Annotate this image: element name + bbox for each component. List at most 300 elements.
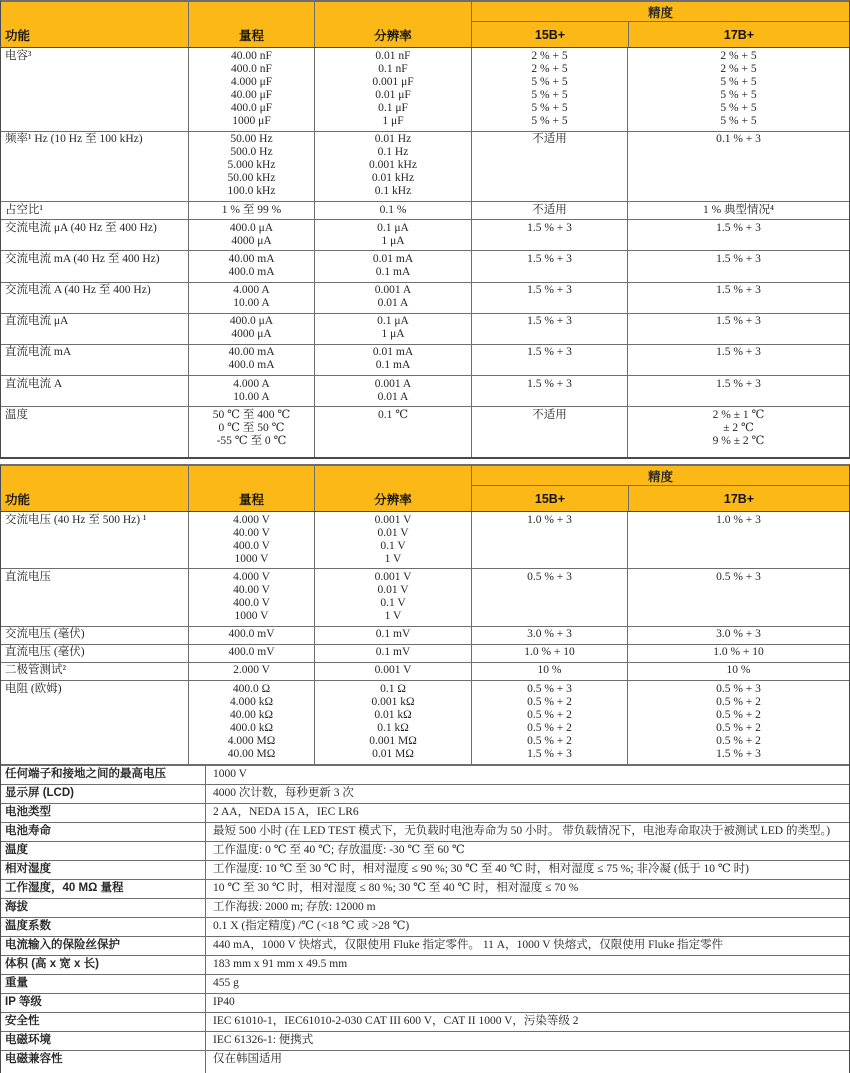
value-line: ± 2 ℃ (723, 421, 754, 434)
header-function-label: 功能 (5, 493, 31, 508)
accuracy-17b-cell (627, 220, 849, 250)
resolution-cell (314, 132, 471, 201)
header-function-label: 功能 (5, 29, 31, 43)
value-line: 40.00 V (233, 584, 270, 596)
accuracy-15b-cell (471, 251, 627, 281)
value-line: 0.1 nF (378, 62, 408, 75)
value-line: 50.00 Hz (230, 133, 273, 146)
header-function (1, 2, 188, 47)
function-cell: 交流电流 mA (40 Hz 至 400 Hz) (5, 252, 160, 265)
accuracy-17b-cell (627, 202, 849, 219)
value-line: 0.001 V (374, 513, 412, 526)
general-spec-row (1, 1032, 849, 1051)
value-line: 1.5 % + 3 (716, 252, 761, 265)
resolution-cell (314, 314, 471, 344)
spec-row (1, 569, 849, 626)
spec-value: IEC 61326-1: 便携式 (213, 1033, 314, 1046)
function-cell: 电容³ (5, 49, 32, 62)
value-line: 0.5 % + 2 (716, 708, 761, 721)
value-line: 0.1 mA (375, 359, 411, 372)
value-line: 0.5 % + 2 (527, 734, 572, 747)
function-cell: 占空比¹ (5, 203, 43, 216)
header-accuracy-label: 精度 (647, 5, 673, 20)
spec-value: 仅在韩国适用 (213, 1052, 282, 1065)
resolution-cell (314, 645, 471, 662)
value-line: 1 V (384, 552, 402, 565)
value-line: 0.1 mV (375, 628, 411, 641)
value-line: 0.001 V (374, 664, 412, 677)
spec-row (1, 314, 849, 345)
value-line: 0.1 μF (378, 101, 408, 114)
accuracy-17b-cell (627, 376, 849, 406)
spec-table-1-body (1, 48, 849, 457)
value-line: 0.01 kΩ (374, 708, 412, 721)
value-line: 1.5 % + 3 (716, 346, 761, 359)
value-line: 不适用 (532, 408, 567, 421)
accuracy-15b-cell (471, 283, 627, 313)
header-resolution-label: 分辨率 (374, 493, 412, 508)
value-line: 0.01 Hz (374, 133, 412, 146)
general-spec-row (1, 880, 849, 899)
value-line: 5 % + 5 (720, 101, 757, 114)
function-cell: 温度 (5, 408, 28, 421)
header-resolution-label: 分辨率 (374, 29, 412, 43)
value-line: 0.5 % + 2 (716, 734, 761, 747)
value-line: 2 % ± 1 ℃ (712, 408, 765, 421)
general-spec-row (1, 937, 849, 956)
value-line: 2 % + 5 (720, 62, 757, 75)
value-line: 0.5 % + 3 (527, 570, 572, 583)
value-line: 50 ℃ 至 400 ℃ (212, 408, 291, 421)
value-line: 4.000 A (233, 377, 270, 390)
range-cell (188, 376, 314, 406)
spec-table-2-header (1, 466, 849, 512)
accuracy-17b-cell (627, 681, 849, 764)
general-spec-row (1, 1013, 849, 1032)
value-line: 1.0 % + 3 (716, 513, 761, 526)
range-cell (188, 681, 314, 764)
value-line: 0.01 A (377, 297, 409, 310)
value-line: 400.0 mV (228, 646, 275, 659)
value-line: 400.0 μA (229, 221, 274, 234)
value-line: 5 % + 5 (531, 75, 568, 88)
function-cell: 交流电压 (毫伏) (5, 628, 85, 641)
value-line: 1000 V (234, 610, 269, 623)
general-spec-row (1, 956, 849, 975)
value-line: 1.5 % + 3 (716, 284, 761, 296)
value-line: 1 % 至 99 % (221, 203, 282, 216)
spec-row (1, 407, 849, 457)
range-cell (188, 202, 314, 219)
value-line: 40.00 μF (230, 88, 273, 101)
value-line: 4.000 A (233, 284, 270, 296)
accuracy-15b-cell (471, 220, 627, 250)
spec-row (1, 681, 849, 764)
value-line: 0 ℃ 至 50 ℃ (218, 421, 285, 434)
resolution-cell (314, 569, 471, 625)
value-line: 0.5 % + 2 (716, 695, 761, 708)
header-accuracy-group (471, 2, 849, 47)
value-line: 40.00 kΩ (229, 708, 274, 721)
value-line: 0.001 kHz (369, 159, 417, 172)
header-model-17b (628, 22, 849, 47)
resolution-cell (314, 220, 471, 250)
function-cell: 电阻 (欧姆) (5, 682, 62, 695)
resolution-cell (314, 48, 471, 131)
accuracy-15b-cell (471, 376, 627, 406)
value-line: 0.1 % + 3 (716, 133, 761, 146)
value-line: 40.00 nF (231, 49, 272, 62)
header-range (188, 466, 314, 511)
spec-row (1, 202, 849, 220)
accuracy-15b-cell (471, 314, 627, 344)
spec-row (1, 48, 849, 132)
value-line: 1.5 % + 3 (527, 284, 572, 296)
value-line: 1.5 % + 3 (716, 748, 761, 761)
value-line: 不适用 (532, 133, 567, 146)
resolution-cell (314, 681, 471, 764)
accuracy-17b-cell (627, 407, 849, 457)
value-line: 0.1 kΩ (377, 721, 409, 734)
value-line: 0.01 nF (375, 49, 411, 62)
value-line: 1.5 % + 3 (527, 748, 572, 761)
range-cell (188, 663, 314, 680)
function-cell: 交流电流 μA (40 Hz 至 400 Hz) (5, 221, 157, 234)
accuracy-17b-cell (627, 345, 849, 375)
value-line: 0.1 Hz (377, 146, 409, 159)
general-spec-row (1, 785, 849, 804)
general-spec-list (1, 764, 849, 1073)
header-models (472, 486, 849, 511)
accuracy-15b-cell (471, 132, 627, 201)
value-line: 0.1 μA (377, 315, 409, 328)
spec-key: 相对湿度 (1, 861, 206, 879)
value-line: 1000 μF (232, 114, 271, 127)
value-line: 4.000 kΩ (229, 695, 274, 708)
function-cell: 交流电流 A (40 Hz 至 400 Hz) (5, 284, 151, 296)
header-model-15b (472, 22, 628, 47)
resolution-cell (314, 376, 471, 406)
range-cell (188, 645, 314, 662)
accuracy-17b-cell (627, 645, 849, 662)
accuracy-15b-cell (471, 345, 627, 375)
value-line: 400.0 Ω (232, 682, 271, 695)
value-line: 1.0 % + 10 (713, 646, 764, 659)
value-line: 5.000 kHz (227, 159, 276, 172)
resolution-cell (314, 251, 471, 281)
header-model-17b-label: 17B+ (723, 27, 755, 42)
accuracy-15b-cell (471, 48, 627, 131)
value-line: 5 % + 5 (531, 88, 568, 101)
value-line: 400.0 μF (230, 101, 273, 114)
value-line: 5 % + 5 (720, 114, 757, 127)
value-line: 5 % + 5 (531, 101, 568, 114)
spec-value: 440 mA，1000 V 快熔式，仅限使用 Fluke 指定零件。 11 A，1000 V 快熔式，仅限使用 Fluke 指定零件 (213, 938, 724, 951)
value-line: 400.0 mA (228, 359, 275, 372)
value-line: 0.01 V (377, 584, 409, 596)
spec-row (1, 627, 849, 645)
value-line: 0.001 A (374, 377, 412, 390)
value-line: 400.0 μA (229, 315, 274, 328)
value-line: 0.5 % + 2 (527, 695, 572, 708)
value-line: 0.01 A (377, 390, 409, 403)
value-line: 1 μF (382, 114, 404, 127)
value-line: 0.5 % + 3 (527, 682, 572, 695)
accuracy-15b-cell (471, 407, 627, 457)
accuracy-15b-cell (471, 681, 627, 764)
accuracy-15b-cell (471, 663, 627, 680)
value-line: 40.00 MΩ (227, 748, 276, 761)
value-line: 5 % + 5 (720, 75, 757, 88)
accuracy-17b-cell (627, 627, 849, 644)
value-line: 1 V (384, 610, 402, 623)
value-line: 400.0 V (233, 539, 270, 552)
value-line: 4.000 V (233, 513, 270, 526)
value-line: 1.5 % + 3 (527, 377, 572, 390)
spec-key: 任何端子和接地之间的最高电压 (1, 766, 206, 784)
value-line: 10.00 A (233, 297, 270, 310)
spec-row (1, 220, 849, 251)
spec-value: 工作湿度: 10 ℃ 至 30 ℃ 时，相对湿度 ≤ 90 %; 30 ℃ 至 40 ℃ 时，相对湿度 ≤ 75 %; 非冷凝 (低于 10 ℃ 时) (213, 862, 749, 875)
value-line: 0.1 V (380, 597, 406, 610)
accuracy-15b-cell (471, 202, 627, 219)
accuracy-17b-cell (627, 251, 849, 281)
header-model-17b-label: 17B+ (723, 491, 755, 506)
value-line: 1 μA (381, 234, 405, 247)
accuracy-15b-cell (471, 645, 627, 662)
value-line: 1.5 % + 3 (527, 315, 572, 328)
spec-key: 电池类型 (1, 804, 206, 822)
value-line: 0.001 A (374, 284, 412, 296)
spec-value: 2 AA，NEDA 15 A，IEC LR6 (213, 805, 359, 818)
general-spec-row (1, 994, 849, 1013)
accuracy-17b-cell (627, 569, 849, 625)
header-resolution (314, 2, 471, 47)
spec-row (1, 645, 849, 663)
value-line: 40.00 mA (228, 346, 275, 359)
value-line: 400.0 kΩ (229, 721, 274, 734)
value-line: 0.001 MΩ (369, 734, 417, 747)
value-line: 0.001 kΩ (371, 695, 415, 708)
value-line: 0.01 mA (372, 346, 414, 359)
spec-row (1, 663, 849, 681)
range-cell (188, 627, 314, 644)
range-cell (188, 48, 314, 131)
function-cell: 二极管测试² (5, 664, 66, 677)
spec-key: 显示屏 (LCD) (1, 785, 206, 803)
range-cell (188, 251, 314, 281)
header-accuracy (472, 466, 849, 486)
value-line: 0.01 V (377, 526, 409, 539)
value-line: 1.5 % + 3 (527, 346, 572, 359)
value-line: 0.5 % + 2 (527, 721, 572, 734)
range-cell (188, 220, 314, 250)
spec-key: IP 等级 (1, 994, 206, 1012)
value-line: 400.0 V (233, 597, 270, 610)
spec-key: 温度系数 (1, 918, 206, 936)
accuracy-17b-cell (627, 48, 849, 131)
resolution-cell (314, 345, 471, 375)
header-resolution (314, 466, 471, 511)
spec-value: 工作海拔: 2000 m; 存放: 12000 m (213, 900, 376, 913)
spec-row (1, 283, 849, 314)
function-cell: 直流电流 mA (5, 346, 72, 359)
value-line: 1.5 % + 3 (527, 252, 572, 265)
spec-value: 最短 500 小时 (在 LED TEST 模式下，无负载时电池寿命为 50 小时。 带负载情况下，电池寿命取决于被测试 LED 的类型。) (213, 824, 831, 837)
value-line: 0.5 % + 2 (716, 721, 761, 734)
value-line: 0.5 % + 2 (527, 708, 572, 721)
general-spec-row (1, 899, 849, 918)
value-line: 0.01 mA (372, 252, 414, 265)
spec-key: 安全性 (1, 1013, 206, 1031)
resolution-cell (314, 627, 471, 644)
value-line: -55 ℃ 至 0 ℃ (216, 434, 287, 447)
general-spec-row (1, 842, 849, 861)
spec-value: 1000 V (213, 767, 247, 780)
accuracy-15b-cell (471, 627, 627, 644)
header-model-17b (628, 486, 849, 511)
spec-value: 0.1 X (指定精度) /℃ (<18 ℃ 或 >28 ℃) (213, 919, 410, 932)
function-cell: 直流电流 μA (5, 315, 69, 328)
value-line: 2 % + 5 (531, 49, 568, 62)
spec-key: 电流输入的保险丝保护 (1, 937, 206, 955)
spec-key: 温度 (1, 842, 206, 860)
value-line: 1 % 典型情况⁴ (702, 203, 775, 216)
spec-key: 工作湿度，40 MΩ 量程 (1, 880, 206, 898)
value-line: 2 % + 5 (720, 49, 757, 62)
spec-key: 重量 (1, 975, 206, 993)
spec-row (1, 512, 849, 569)
value-line: 5 % + 5 (720, 88, 757, 101)
general-spec-row (1, 1051, 849, 1073)
value-line: 0.01 μF (375, 88, 411, 101)
resolution-cell (314, 663, 471, 680)
header-models (472, 22, 849, 47)
header-range-label: 量程 (238, 493, 264, 508)
header-model-15b-label: 15B+ (534, 491, 566, 506)
value-line: 0.5 % + 3 (716, 682, 761, 695)
value-line: 400.0 nF (231, 62, 272, 75)
value-line: 9 % ± 2 ℃ (712, 434, 765, 447)
value-line: 40.00 mA (228, 252, 275, 265)
value-line: 0.1 mV (375, 646, 411, 659)
value-line: 1000 V (234, 552, 269, 565)
accuracy-15b-cell (471, 512, 627, 568)
value-line: 0.001 V (374, 570, 412, 583)
spec-value: IP40 (213, 995, 235, 1008)
value-line: 4000 μA (231, 328, 272, 341)
spec-row (1, 376, 849, 407)
range-cell (188, 132, 314, 201)
spec-value: 183 mm x 91 mm x 49.5 mm (213, 957, 348, 970)
spec-value: 455 g (213, 976, 239, 989)
header-accuracy-group (471, 466, 849, 511)
resolution-cell (314, 202, 471, 219)
header-function (1, 466, 188, 511)
header-model-15b-label: 15B+ (534, 27, 566, 42)
spec-key: 电池寿命 (1, 823, 206, 841)
spec-value: 4000 次计数，每秒更新 3 次 (213, 786, 354, 799)
value-line: 1.5 % + 3 (716, 377, 761, 390)
range-cell (188, 512, 314, 568)
value-line: 0.01 MΩ (372, 748, 414, 761)
spec-row (1, 345, 849, 376)
value-line: 0.1 μA (377, 221, 409, 234)
spec-table-1-header (1, 2, 849, 48)
value-line: 2.000 V (233, 664, 270, 677)
function-cell: 直流电压 (毫伏) (5, 646, 85, 659)
value-line: 0.1 mA (375, 265, 411, 278)
spec-row (1, 132, 849, 202)
accuracy-17b-cell (627, 283, 849, 313)
spec-table-1 (0, 0, 850, 459)
resolution-cell (314, 283, 471, 313)
accuracy-17b-cell (627, 512, 849, 568)
header-range (188, 2, 314, 47)
value-line: 1.0 % + 3 (527, 513, 572, 526)
range-cell (188, 569, 314, 625)
header-range-label: 量程 (238, 29, 264, 43)
value-line: 3.0 % + 3 (527, 628, 572, 641)
header-model-15b (472, 486, 628, 511)
value-line: 40.00 V (233, 526, 270, 539)
general-spec-row (1, 918, 849, 937)
general-spec-row (1, 823, 849, 842)
value-line: 500.0 Hz (230, 146, 273, 159)
spec-value: 工作温度: 0 ℃ 至 40 ℃; 存放温度: -30 ℃ 至 60 ℃ (213, 843, 465, 856)
value-line: 1 μA (381, 328, 405, 341)
value-line: 5 % + 5 (531, 114, 568, 127)
spec-key: 海拔 (1, 899, 206, 917)
value-line: 4.000 MΩ (227, 734, 276, 747)
value-line: 400.0 mA (228, 265, 275, 278)
value-line: 4.000 μF (230, 75, 273, 88)
resolution-cell (314, 512, 471, 568)
accuracy-17b-cell (627, 314, 849, 344)
value-line: 4000 μA (231, 234, 272, 247)
range-cell (188, 283, 314, 313)
spec-table-2 (0, 464, 850, 1073)
general-spec-row (1, 975, 849, 994)
value-line: 10.00 A (233, 390, 270, 403)
accuracy-17b-cell (627, 663, 849, 680)
value-line: 0.1 ℃ (377, 408, 409, 421)
value-line: 10 % (537, 664, 562, 677)
header-accuracy-label: 精度 (647, 469, 673, 484)
value-line: 不适用 (532, 203, 567, 216)
function-cell: 直流电流 A (5, 377, 63, 390)
value-line: 1.5 % + 3 (716, 315, 761, 328)
value-line: 0.1 V (380, 539, 406, 552)
general-spec-row (1, 766, 849, 785)
spec-key: 电磁兼容性 (1, 1051, 206, 1073)
spec-row (1, 251, 849, 282)
value-line: 0.1 % (379, 203, 407, 216)
value-line: 100.0 kHz (227, 185, 276, 198)
general-spec-row (1, 804, 849, 823)
spec-key: 体积 (高 x 宽 x 长) (1, 956, 206, 974)
value-line: 1.5 % + 3 (527, 221, 572, 234)
value-line: 0.1 kHz (374, 185, 412, 198)
spec-key: 电磁环境 (1, 1032, 206, 1050)
value-line: 10 % (726, 664, 751, 677)
value-line: 4.000 V (233, 570, 270, 583)
value-line: 1.5 % + 3 (716, 221, 761, 234)
value-line: 0.001 μF (372, 75, 414, 88)
value-line: 50.00 kHz (227, 172, 276, 185)
range-cell (188, 345, 314, 375)
value-line: 0.5 % + 3 (716, 570, 761, 583)
